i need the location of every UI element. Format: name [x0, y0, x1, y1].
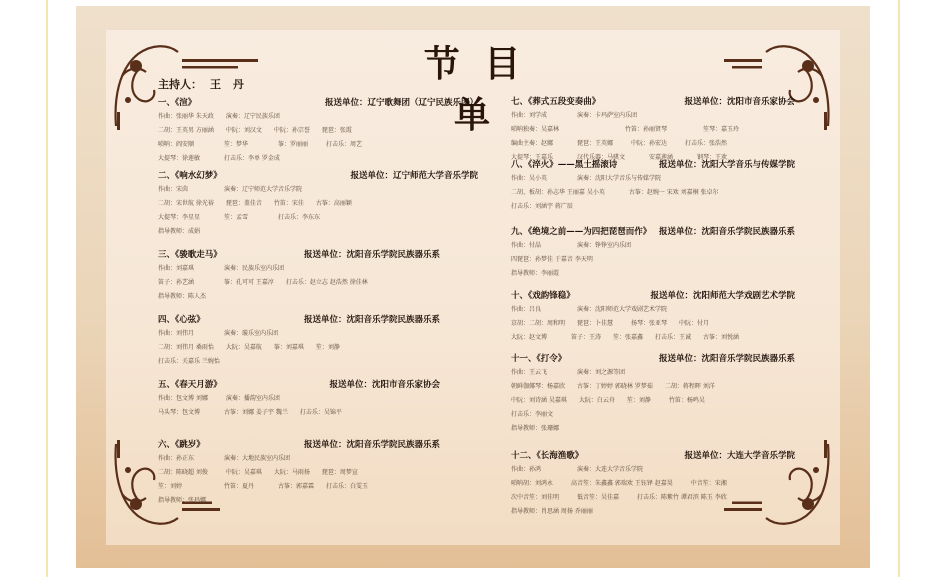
program-title: 二、《响水幻梦》	[158, 171, 222, 181]
program-line: 大提琴：王嘉乐 汉代乐器：马骐文 安嘉莲涵 钢琴：王欢	[511, 154, 728, 161]
program-line: 中阮：刘诗涵 吴嘉琪 大阮：白云舟 笙：刘静 竹笛：杨鸣吴	[511, 397, 705, 404]
program-org: 报送单位：辽宁师范大学音乐学院	[350, 171, 478, 181]
program-title: 六、《跳岁》	[158, 440, 205, 450]
program-item	[158, 438, 440, 506]
program-item	[511, 95, 795, 163]
program-org: 报送单位：沈阳市音乐家协会	[329, 380, 440, 390]
program-line: 作曲：王云飞 演奏：刘之源等团	[511, 369, 626, 376]
program-line: 指导教师：张玛娜	[158, 497, 207, 504]
program-org: 报送单位：沈阳市音乐家协会	[684, 97, 795, 107]
program-line: 二胡：宋世航 徐光裕 琵琶：盖佳音 竹笛：宋佳 古筝：高丽颖	[158, 200, 352, 207]
program-line: 笙：刘婷 竹笛：夏丹 古筝：郭嘉霖 打击乐：白雯玉	[158, 483, 369, 490]
program-line: 大提琴：李星星 笙：孟雪 打击乐：李东东	[158, 214, 321, 221]
program-line: 唢呐独奏：吴嘉林 竹笛：孙丽贤琴 笙琴：嘉玉玲	[511, 126, 740, 133]
program-title: 七、《葬式五段变奏曲》	[511, 97, 601, 107]
program-item	[511, 158, 795, 212]
program-item	[158, 96, 478, 164]
program-line: 唢呐胡：刘鸿永 高音笙：朱鑫鑫 郭瑞欢 王钰铎 赵嘉昊 中音笙：宋湘	[511, 480, 727, 487]
program-line: 指导教师：张珊娜	[511, 425, 560, 432]
frame-right-border	[898, 0, 900, 577]
program-org: 报送单位：沈阳音乐学院民族器乐系	[303, 440, 440, 450]
program-line: 作曲：刘伟月 演奏：璇乐室内乐团	[158, 330, 279, 337]
program-line: 大阮：赵文博 笛子：王涛 笙：张嘉鑫 打击乐：王诚 古筝：刘悦涵	[511, 334, 740, 341]
program-line: 笛子：孙艺涵 筝：孔可可 王嘉淳 打击乐：赵立志 赵浩然 徐佳林	[158, 279, 368, 286]
program-line: 指导教师：陈人杰	[158, 293, 207, 300]
program-line: 马头琴：包文博 古筝：刘娜 姜子宇 魏兰 打击乐：吴锦平	[158, 409, 342, 416]
program-line: 作曲：张丽华 朱天政 演奏：辽宁民族乐团	[158, 113, 280, 120]
program-item	[158, 248, 440, 302]
program-title: 四、《心弦》	[158, 315, 205, 325]
program-item	[158, 378, 440, 418]
program-item	[158, 313, 440, 367]
program-org: 报送单位：沈阳音乐学院民族器乐系	[303, 315, 440, 325]
program-org: 报送单位：沈阳音乐学院民族器乐系	[303, 250, 440, 260]
program-line: 四琵琶：孙梦佳 于嘉音 李天明	[511, 256, 593, 263]
program-line: 作曲：刘嘉琪 演奏：民族乐室内乐团	[158, 265, 285, 272]
program-item	[511, 289, 795, 343]
program-line: 作曲：孙正东 演奏：大地民族室内乐团	[158, 455, 291, 462]
program-line: 次中音笙：刘佳明 低音笙：吴佳嘉 打击乐：陈紫竹 谭君滨 陈玉 李欣	[511, 494, 727, 501]
host-name: 王 丹	[210, 78, 248, 91]
program-line: 作曲：吕良 演奏：沈阳师范大学戏剧艺术学院	[511, 306, 668, 313]
program-org: 报送单位：沈阳大学音乐与传媒学院	[658, 160, 795, 170]
program-line: 作曲：吴小英 演奏：沈阳大学音乐与传媒学院	[511, 175, 662, 182]
program-line: 打击乐：关嘉乐 兰婉怡	[158, 358, 220, 365]
program-line: 大提琴：徐莲敏 打击乐：李单 罗金成	[158, 155, 280, 162]
program-item	[511, 449, 795, 517]
program-line: 二胡：陈晓超 刘俊 中阮：吴嘉琪 大阮：马雨扬 琵琶：周梦宣	[158, 469, 358, 476]
program-line: 作曲：刘学成 演奏：卡玛萨室内乐团	[511, 112, 638, 119]
page-title: 节 目 单	[423, 43, 527, 136]
program-line: 指导教师：李丽霞	[511, 270, 560, 277]
program-org: 报送单位：沈阳师范大学戏剧艺术学院	[650, 291, 795, 301]
program-org: 报送单位：大连大学音乐学院	[684, 451, 795, 461]
program-line: 打击乐：李丽文	[511, 411, 554, 418]
program-line: 编曲主奏：赵娜 琵琶：王英娜 中阮：孙宏达 打击乐：张浩然	[511, 140, 728, 147]
program-org: 报送单位：沈阳音乐学院民族器乐系	[658, 227, 795, 237]
program-line: 唢呐：阎安顺 笙：梦华 筝：罗丽丽 打击乐：周艺	[158, 141, 363, 148]
program-line: 打击乐：刘涵宇 蒋广辰	[511, 203, 573, 210]
program-org: 报送单位：辽宁歌舞团（辽宁民族乐团）	[324, 98, 478, 108]
program-line: 作曲：宋茵 演奏：辽宁师范大学音乐学院	[158, 186, 303, 193]
program-title: 十二、《长海渔歌》	[511, 451, 584, 461]
program-title: 十一、《打令》	[511, 354, 567, 364]
program-item	[158, 169, 478, 237]
program-line: 京胡：二胡：周和明 琵琶：卜佳慧 扬琴：张亚琴 中阮：付月	[511, 320, 710, 327]
program-line: 朝鲜伽倻琴：杨嘉欣 古筝：丁婷婷 郭晓林 罗梦茹 二胡：蒋程晖 刘洋	[511, 383, 715, 390]
program-title: 九、《绝境之前——为四把琵琶而作》	[511, 227, 652, 237]
program-line: 二胡、板胡：孙志华 王丽嘉 吴小英 古筝：赵婉一 宋欢 刘嘉桐 张卓尔	[511, 189, 719, 196]
program-line: 二胡：刘伟月 桑雨怡 大阮：吴嘉航 筝：刘嘉琪 笙：刘静	[158, 344, 340, 351]
program-title: 一、《渲》	[158, 98, 197, 108]
program-title: 八、《淬火》——黑土摇滚诗	[511, 160, 618, 170]
program-item	[511, 225, 795, 279]
program-line: 作曲：孙鸿 演奏：大连大学音乐学院	[511, 466, 644, 473]
program-title: 五、《春天月游》	[158, 380, 222, 390]
host-line	[158, 76, 248, 92]
program-item	[511, 352, 795, 434]
program-line: 指导教师：肖思涵 周扬 乔丽丽	[511, 508, 593, 515]
program-line: 作曲：付晶 演奏：铮铮室内乐团	[511, 242, 632, 249]
host-label: 主持人：	[158, 78, 202, 91]
program-line: 作曲：包文博 刘娜 演奏：播韵室内乐团	[158, 395, 280, 402]
frame-left-border	[46, 0, 48, 577]
program-line: 指导教师：成娟	[158, 228, 201, 235]
program-title: 十、《戏韵锋稳》	[511, 291, 575, 301]
program-title: 三、《骏歌走马》	[158, 250, 222, 260]
program-org: 报送单位：沈阳音乐学院民族器乐系	[658, 354, 795, 364]
program-line: 二胡：王英男 方丽涵 中阮：刘汉文 中阮：孙宗誉 琵琶：张霞	[158, 127, 352, 134]
